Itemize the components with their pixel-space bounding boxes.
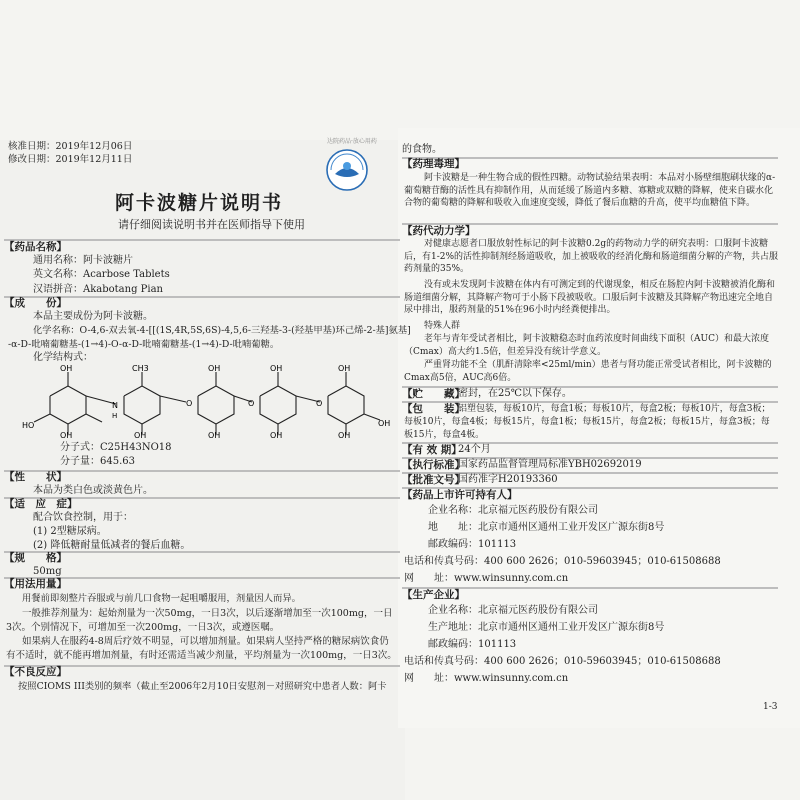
adverse-reactions-text: 按照CIOMS III类别的频率（截止至2006年2月10日安慰剂－对照研究中患者人数：阿卡	[18, 681, 387, 692]
approval-date: 核准日期：2019年12月06日	[8, 141, 133, 152]
continuation-text: 的食物。	[402, 144, 442, 155]
heading-specification: 【规 格】	[4, 552, 67, 564]
heading-package: 【包 装】	[402, 403, 465, 415]
special-population-paragraph: 老年与青年受试者相比，阿卡波糖稳态时血药浓度时间曲线下面积（AUC）和最大浓度（Cmax）高大约1.5倍，但差异没有统计学意义。	[404, 334, 769, 357]
atom-label: OH	[270, 431, 283, 438]
atom-label: OH	[338, 431, 351, 438]
mah-address: 地 址：北京市通州区通州工业开发区广源东街8号	[428, 522, 665, 533]
molecular-formula: 分子式：C25H43NO18	[60, 442, 172, 453]
usage-text: 用餐前即刻整片吞服或与前几口食物一起咀嚼服用，剂量因人而异。	[22, 593, 301, 604]
manufacturer-postcode: 邮政编码：101113	[428, 639, 517, 650]
heading-properties: 【性 状】	[4, 471, 67, 483]
package-text: 铝塑包装，每板10片，每盒1板；每板10片，每盒2板；每板10片，每盒3板；每板10片，每盒4板；每板15片，每盒1板；每板15片，每盒2板；每板15片，每盒3板；每板15片，每盒4板。	[404, 404, 771, 440]
usage-recommended-dose: 一般推荐剂量为：起始剂量为一次50mg，一日3次，以后逐渐增加至一次100mg，一日3次。个别情况下，可增加至一次200mg，一日3次，或遵医嘱。	[6, 608, 393, 633]
logo-caption: 达院药品·放心用药	[327, 138, 377, 145]
atom-label: O	[186, 399, 193, 408]
atom-label: OH	[378, 419, 391, 428]
atom-label: OH	[338, 364, 351, 373]
atom-label: N	[112, 401, 118, 410]
atom-label: OH	[60, 364, 73, 373]
manufacturer-phone: 电话和传真号码：400 600 2626；010-59603945；010-61508688	[404, 656, 721, 667]
atom-label: OH	[208, 364, 221, 373]
manufacturer-website: 网 址：www.winsunny.com.cn	[404, 673, 569, 684]
revision-date: 修改日期：2019年12月11日	[8, 154, 133, 165]
specification-text: 50mg	[33, 566, 62, 577]
pharmacokinetics-paragraph: 对健康志愿者口服放射性标记的阿卡波糖0.2g的药物动力学的研究表明：口服阿卡波糖后，有1-2%的活性抑制剂经肠道吸收，加上被吸收的经消化酶和肠道细菌分解的产物，共占服药剂量的35%。	[404, 239, 779, 274]
mah-phone: 电话和传真号码：400 600 2626；010-59603945；010-61508688	[404, 556, 721, 567]
validity-text: 24个月	[458, 444, 491, 455]
document-subtitle: 请仔细阅读说明书并在医师指导下使用	[118, 218, 305, 231]
structure-label: 化学结构式：	[33, 352, 93, 363]
heading-approval-number: 【批准文号】	[402, 474, 465, 486]
heading-pharmacology: 【药理毒理】	[402, 158, 465, 170]
heading-pharmacokinetics: 【药代动力学】	[402, 225, 476, 237]
special-population-paragraph: 严重肾功能不全（肌酐清除率<25ml/min）患者与肾功能正常受试者相比，阿卡波糖的Cmax高5倍，AUC高6倍。	[404, 360, 772, 383]
pharmacokinetics-paragraph: 没有或未发现阿卡波糖在体内有可测定到的代谢现象，相反在肠腔内阿卡波糖被消化酶和肠道细菌分解，其降解产物可于小肠下段被吸收。口服后阿卡波糖及其降解产物迅速完全地自尿中排出，服药剂量的51%在96小时内经粪便排出。	[404, 280, 776, 315]
storage-text: 密封，在25℃以下保存。	[458, 388, 572, 399]
heading-storage: 【贮 藏】	[402, 388, 465, 400]
pinyin-name: 汉语拼音：Akabotang Pian	[33, 284, 163, 295]
mah-postcode: 邮政编码：101113	[428, 539, 517, 550]
pharmacology-text: 阿卡波糖是一种生物合成的假性四糖。动物试验结果表明：本品对小肠壁细胞刷状缘的α-葡萄糖苷酶的活性具有抑制作用，从而延缓了肠道内多糖、寡糖或双糖的降解，使来自碳水化合物的葡萄糖的降解和吸收入血速度变缓，降低了餐后血糖的升高，使平均血糖值下降。	[404, 173, 776, 208]
page-number: 1-3	[763, 702, 778, 712]
atom-label: OH	[208, 431, 221, 438]
atom-label: CH3	[132, 364, 149, 373]
usage-dose-adjustment: 如果病人在服药4-8周后疗效不明显，可以增加剂量。如果病人坚持严格的糖尿病饮食仍有不适时，就不能再增加剂量，有时还需适当减少剂量，平均剂量为一次100mg，一日3次。	[6, 636, 397, 661]
mah-website: 网 址：www.winsunny.com.cn	[404, 573, 569, 584]
heading-validity: 【有 效 期】	[402, 444, 462, 456]
mah-name: 企业名称：北京福元医药股份有限公司	[428, 505, 598, 516]
english-name: 英文名称：Acarbose Tablets	[33, 269, 170, 280]
atom-label: OH	[270, 364, 283, 373]
indication-item: (1) 2型糖尿病。	[33, 526, 107, 537]
manufacturer-name: 企业名称：北京福元医药股份有限公司	[428, 605, 598, 616]
standard-text: 国家药品监督管理局标准YBH02692019	[458, 459, 642, 470]
special-population-label: 特殊人群	[424, 321, 461, 331]
heading-indication: 【适 应 症】	[4, 498, 78, 510]
atom-label: OH	[134, 431, 147, 438]
approval-number-text: 国药准字H20193360	[458, 474, 558, 485]
indication-item: (2) 降低糖耐量低减者的餐后血糖。	[33, 540, 191, 551]
atom-label: O	[316, 399, 323, 408]
generic-name: 通用名称：阿卡波糖片	[33, 255, 133, 266]
heading-usage: 【用法用量】	[4, 578, 67, 590]
document-title: 阿卡波糖片说明书	[115, 192, 284, 214]
heading-adverse-reactions: 【不良反应】	[4, 666, 67, 678]
heading-manufacturer: 【生产企业】	[402, 589, 465, 601]
heading-standard: 【执行标准】	[402, 459, 465, 471]
chemical-name-line1: 化学名称：O-4,6-双去氧-4-[[(1S,4R,5S,6S)-4,5,6-三羟基-3-(羟基甲基)环己烯-2-基]氨基]	[33, 325, 411, 336]
brand-logo	[325, 148, 369, 192]
heading-composition: 【成 份】	[4, 297, 67, 309]
molecular-weight: 分子量：645.63	[60, 456, 135, 467]
properties-text: 本品为类白色或淡黄色片。	[33, 485, 153, 496]
manufacturer-address: 生产地址：北京市通州区通州工业开发区广源东街8号	[428, 622, 665, 633]
atom-label: O	[248, 399, 255, 408]
main-ingredient: 本品主要成份为阿卡波糖。	[33, 311, 153, 322]
atom-label: OH	[60, 431, 73, 438]
heading-drug-name: 【药品名称】	[4, 241, 67, 253]
indication-intro: 配合饮食控制，用于：	[33, 512, 133, 523]
chemical-name-line2: -α-D-吡喃葡糖基-(1→4)-O-α-D-吡喃葡糖基-(1→4)-D-吡喃葡糖。	[8, 339, 280, 350]
acarbose-structure-diagram	[20, 362, 395, 438]
heading-mah: 【药品上市许可持有人】	[402, 489, 518, 501]
atom-label: H	[112, 412, 118, 420]
atom-label: HO	[22, 421, 35, 430]
